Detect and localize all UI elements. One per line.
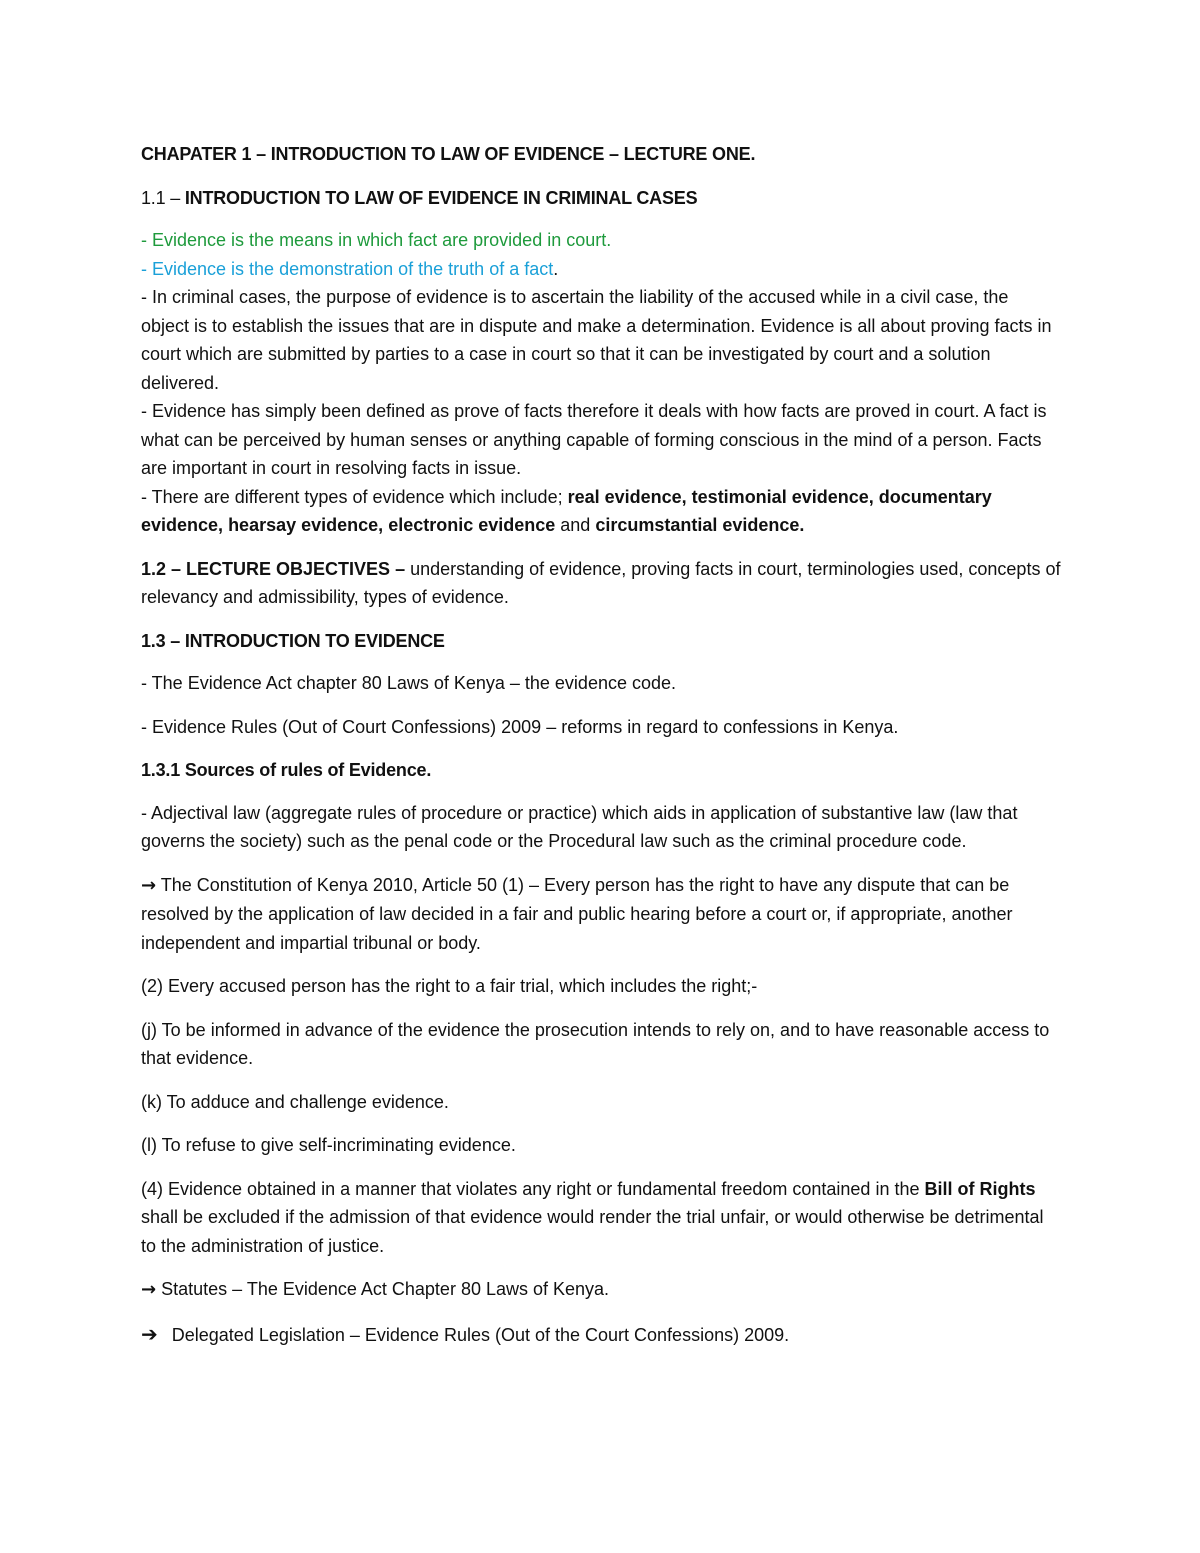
evidence-act-line: - The Evidence Act chapter 80 Laws of Kenya – the evidence code. bbox=[141, 673, 677, 693]
bold-arrow-right-icon: ➔ bbox=[141, 1321, 158, 1346]
type-sep-5: and bbox=[555, 515, 596, 535]
clause-2: (2) Every accused person has the right to a fair trial, which includes the right;- bbox=[141, 976, 758, 996]
type-hearsay: hearsay evidence bbox=[228, 515, 379, 535]
section-1-1-heading bbox=[141, 184, 1061, 213]
section-1-2-text: understanding of evidence, proving facts in court, terminologies used, concepts of relevancy and admissibility, types of evidence. bbox=[141, 558, 1061, 607]
clause-4 bbox=[141, 1175, 1061, 1261]
chapter-title: CHAPATER 1 – INTRODUCTION TO LAW OF EVIDENCE – LECTURE ONE. bbox=[141, 144, 756, 164]
section-1-2-paragraph bbox=[141, 555, 1061, 612]
clause-j: (j) To be informed in advance of the evidence the prosecution intends to rely on, and to have reasonable access to that evidence. bbox=[141, 1019, 1050, 1068]
type-real: real evidence bbox=[567, 486, 682, 507]
delegated-legislation-text: Delegated Legislation – Evidence Rules (Out of the Court Confessions) 2009. bbox=[171, 1324, 790, 1345]
type-sep-1: , bbox=[681, 486, 692, 507]
bill-of-rights: Bill of Rights bbox=[924, 1178, 1036, 1199]
criminal-cases-paragraph: - In criminal cases, the purpose of evidence is to ascertain the liability of the accused while in a civil case, the object is to establish the issues that are in dispute and make a determination. Evidence is all about proving facts in court which are submitted by parties to a case in court so that it can be investigated by court and a solution delivered. bbox=[141, 287, 1052, 393]
type-testimonial: testimonial evidence bbox=[691, 486, 869, 507]
section-1-3-1-heading: 1.3.1 Sources of rules of Evidence. bbox=[141, 760, 432, 780]
type-documentary: documentary evidence bbox=[141, 486, 992, 535]
section-1-1-title: INTRODUCTION TO LAW OF EVIDENCE IN CRIMINAL CASES bbox=[180, 187, 698, 208]
delegated-legislation-line bbox=[141, 1320, 1061, 1350]
statutes-line bbox=[141, 1275, 1061, 1305]
type-sep-3: , bbox=[218, 515, 229, 535]
arrow-right-icon: → bbox=[141, 874, 157, 896]
type-electronic: electronic evidence bbox=[388, 515, 556, 535]
statutes-text: Statutes – The Evidence Act Chapter 80 Laws of Kenya. bbox=[156, 1279, 610, 1299]
evidence-definition-blue-line bbox=[141, 255, 1061, 284]
evidence-rules-line: - Evidence Rules (Out of Court Confessions) 2009 – reforms in regard to confessions in Kenya. bbox=[141, 716, 899, 737]
types-of-evidence-paragraph bbox=[141, 483, 1061, 540]
constitution-paragraph bbox=[141, 871, 1061, 958]
evidence-definition-blue: - Evidence is the demonstration of the truth of a fact bbox=[141, 258, 554, 279]
clause-4-start: (4) Evidence obtained in a manner that violates any right or fundamental freedom contained in the bbox=[141, 1178, 925, 1199]
document-page bbox=[141, 140, 1061, 1349]
type-sep-2: , bbox=[868, 486, 879, 507]
adjectival-law-paragraph: - Adjectival law (aggregate rules of procedure or practice) which aids in application of substantive law (law that governs the society) such as the penal code or the Procedural law such as the criminal procedure code. bbox=[141, 802, 1018, 851]
evidence-definition-blue-end: . bbox=[553, 258, 559, 279]
arrow-right-icon: → bbox=[141, 1279, 157, 1300]
prove-of-facts-paragraph: - Evidence has simply been defined as prove of facts therefore it deals with how facts are proved in court. A fact is what can be perceived by human senses or anything capable of forming conscious in the mind of a person. Facts are important in court in resolving facts in issue. bbox=[141, 401, 1047, 478]
clause-k: (k) To adduce and challenge evidence. bbox=[141, 1091, 449, 1112]
evidence-definition-green: - Evidence is the means in which fact are provided in court. bbox=[141, 230, 612, 250]
constitution-text: The Constitution of Kenya 2010, Article 50 (1) – Every person has the right to have any dispute that can be resolved by the application of law decided in a fair and public hearing before a court or, if appropriate, another independent and impartial tribunal or body. bbox=[141, 874, 1013, 953]
clause-4-end: shall be excluded if the admission of that evidence would render the trial unfair, or would otherwise be detrimental to the administration of justice. bbox=[141, 1207, 1044, 1256]
section-1-3-heading: 1.3 – INTRODUCTION TO EVIDENCE bbox=[141, 630, 445, 651]
type-sep-4: , bbox=[378, 515, 389, 535]
clause-l: (l) To refuse to give self-incriminating evidence. bbox=[141, 1135, 516, 1155]
section-1-1-number: 1.1 – bbox=[141, 187, 181, 208]
type-circumstantial: circumstantial evidence bbox=[595, 515, 800, 535]
section-1-2-heading: 1.2 – LECTURE OBJECTIVES – bbox=[141, 558, 406, 579]
types-intro: - There are different types of evidence which include; bbox=[141, 486, 568, 507]
types-end: . bbox=[799, 515, 805, 535]
